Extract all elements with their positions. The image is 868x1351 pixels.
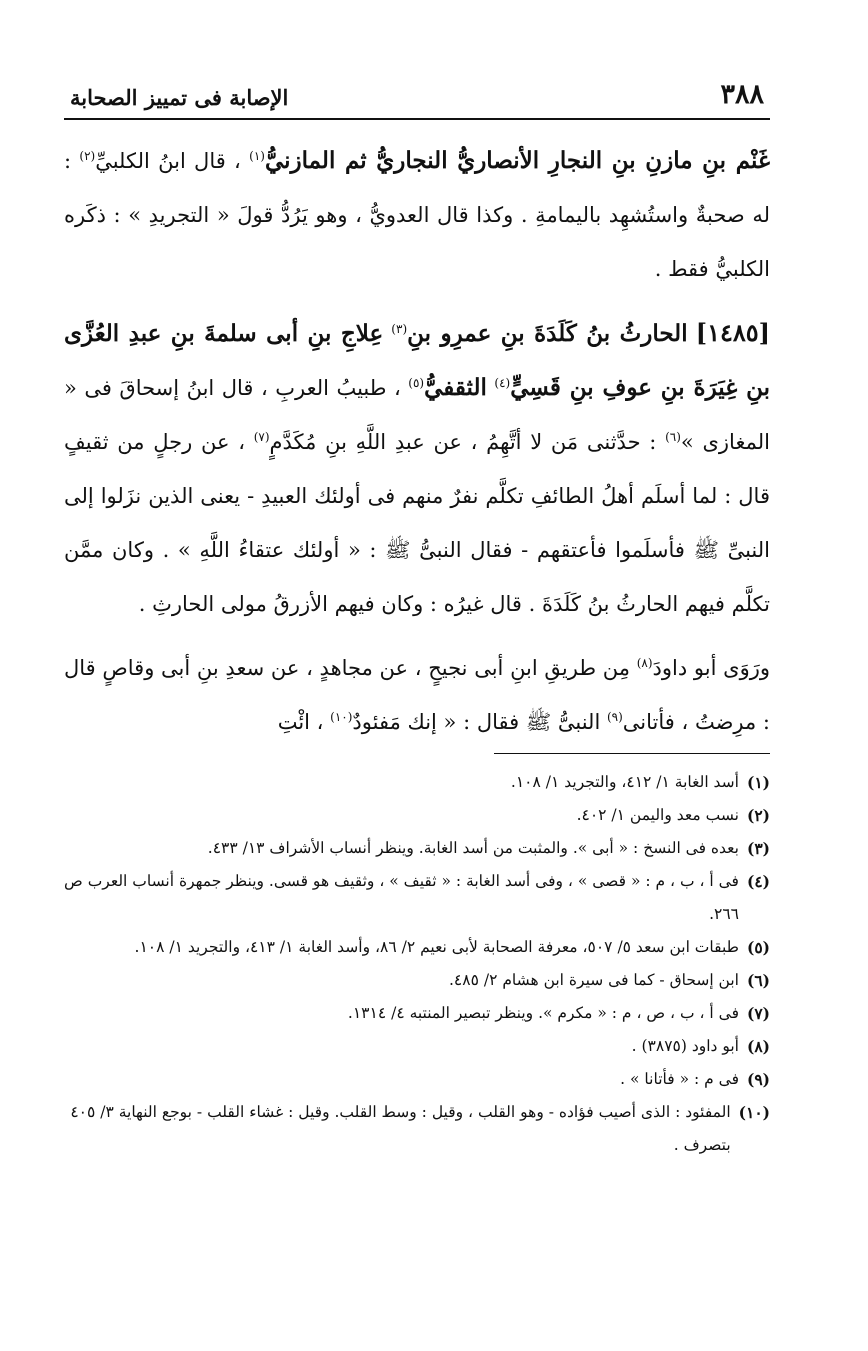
footnote-text: المفئود : الذى أصيب فؤاده - وهو القلب ، وقيل : وسط القلب. وقيل : غشاء القلب - بوجع النهاية ٣/ ٤٠٥ بتصرف . [70, 1103, 731, 1154]
footnote-ref: (٦) [665, 430, 681, 444]
footnote-number: (٥) [746, 938, 770, 957]
footnote-number: (٧) [746, 1004, 770, 1023]
footnote-text: بعده فى النسخ : « أبى ». والمثبت من أسد الغابة. وينظر أنساب الأشراف ١٣/ ٤٣٣. [207, 839, 739, 857]
footnote [64, 799, 770, 832]
text-segment: ورَوَى أبو داودَ [652, 656, 770, 680]
main-text [64, 134, 770, 749]
footnote-ref: (٨) [636, 656, 653, 670]
page-number: ٣٨٨ [720, 79, 764, 110]
text-segment: : له صحبةٌ واستُشهِد باليمامةِ . وكذا قال العدويُّ ، وهو يَرُدُّ قولَ « التجريدِ » : ذكَره الكلبيُّ فقط . [64, 149, 770, 281]
entry-heading: الثقفيُّ [424, 374, 487, 401]
paragraph-2 [64, 306, 770, 631]
footnote [64, 832, 770, 865]
footnote-text: أبو داود (٣٨٧٥) . [631, 1037, 739, 1055]
footnote-number: (١) [746, 773, 770, 792]
footnote-number: (١٠) [738, 1103, 770, 1122]
footnote-text: ابن إسحاق - كما فى سيرة ابن هشام ٢/ ٤٨٥. [448, 971, 739, 989]
footnote-ref: (٥) [408, 376, 425, 390]
footnote [64, 1063, 770, 1096]
footnote-text: طبقات ابن سعد ٥/ ٥٠٧، معرفة الصحابة لأبى نعيم ٢/ ٨٦، وأسد الغابة ١/ ٤١٣، والتجريد ١/ ١٠٨. [134, 938, 739, 956]
name-lineage: غَنْم بنِ مازنِ بنِ النجارِ الأنصاريُّ النجاريُّ ثم المازنيُّ [264, 147, 770, 174]
footnote-number: (٤) [746, 872, 770, 891]
paragraph-3 [64, 641, 770, 749]
footnote-ref: (٢) [79, 149, 96, 163]
footnote-text: فى أ ، ب ، م : « قصى » ، وفى أسد الغابة : « ثقيف » ، وثقيف هو قسى. وينظر جمهرة أنساب العرب ص ٢٦٦. [64, 872, 739, 923]
footnote [64, 964, 770, 997]
footnote [64, 997, 770, 1030]
paragraph-1 [64, 134, 770, 296]
footnote-ref: (٤) [494, 376, 511, 390]
text-segment: النبىُّ ﷺ فقال : « إنك مَفئودٌ [352, 710, 601, 734]
running-title: الإصابة فى تمييز الصحابة [70, 85, 289, 110]
footnotes [64, 766, 770, 1162]
text-segment: ، ائْتِ [277, 710, 324, 734]
footnote-number: (٣) [746, 839, 770, 858]
text-segment: مِن طريقِ ابنِ أبى نجيحٍ ، عن مجاهدٍ ، عن سعدِ بنِ أبى وقاصٍ قال : مرِضتُ ، فأتانى [64, 656, 770, 734]
footnote-number: (٦) [746, 971, 770, 990]
text-segment: ، قال ابنُ الكلبيِّ [95, 149, 241, 173]
entry-number: [١٤٨٥] [695, 318, 770, 347]
entry-heading: الحارثُ بنُ كَلَدَةَ بنِ عمرِو بنِ [407, 320, 688, 347]
footnote-number: (٢) [746, 806, 770, 825]
footnote-ref: (٩) [606, 710, 623, 724]
footnote [64, 931, 770, 964]
entry-heading: عِلاجِ بنِ أبى سلمةَ بنِ عبدِ العُزَّى بنِ غِيَرَةَ بنِ عوفِ بنِ قَسِيٍّ [64, 320, 770, 401]
footnote-ref: (٣) [391, 322, 408, 336]
footnote-text: أسد الغابة ١/ ٤١٢، والتجريد ١/ ١٠٨. [510, 773, 739, 791]
footnote [64, 1030, 770, 1063]
book-page [64, 70, 770, 1162]
footnote-number: (٨) [746, 1037, 770, 1056]
footnote-text: فى م : « فأتانا » . [620, 1070, 739, 1088]
footnote-ref: (١) [249, 149, 265, 163]
footnote-ref: (١٠) [330, 710, 353, 724]
page-header [64, 70, 770, 120]
footnote [64, 865, 770, 931]
footnote [64, 766, 770, 799]
footnote-divider [494, 753, 770, 754]
footnote-text: فى أ ، ب ، ص ، م : « مكرم ». وينظر تبصير المنتبه ٤/ ١٣١٤. [347, 1004, 739, 1022]
footnote-ref: (٧) [253, 430, 270, 444]
footnote [64, 1096, 770, 1162]
footnote-number: (٩) [746, 1070, 770, 1089]
footnote-text: نسب معد واليمن ١/ ٤٠٢. [576, 806, 739, 824]
text-segment: : حدَّثنى مَن لا أتَّهِمُ ، عن عبدِ اللَّهِ بنِ مُكَدَّمٍ [269, 430, 657, 454]
text-segment: ، عن رجلٍ من ثقيفٍ قال : لما أسلَم أهلُ الطائفِ تكلَّم نفرٌ منهم فى أولئك العبيدِ - يعنى الذين نزَلوا إلى النبىِّ ﷺ فأسلَموا فأعتقهم - فقال النبىُّ ﷺ : « أولئك عتقاءُ اللَّهِ » . وكان ممَّن تكلَّم فيهم الحارثُ بنُ كَلَدَةَ . قال غيرُه : وكان فيهم الأزرقُ مولى الحارثِ . [64, 430, 770, 616]
text-segment: ، طبيبُ العربِ ، قال ابنُ إسحاقَ فى « المغازى » [64, 376, 770, 454]
